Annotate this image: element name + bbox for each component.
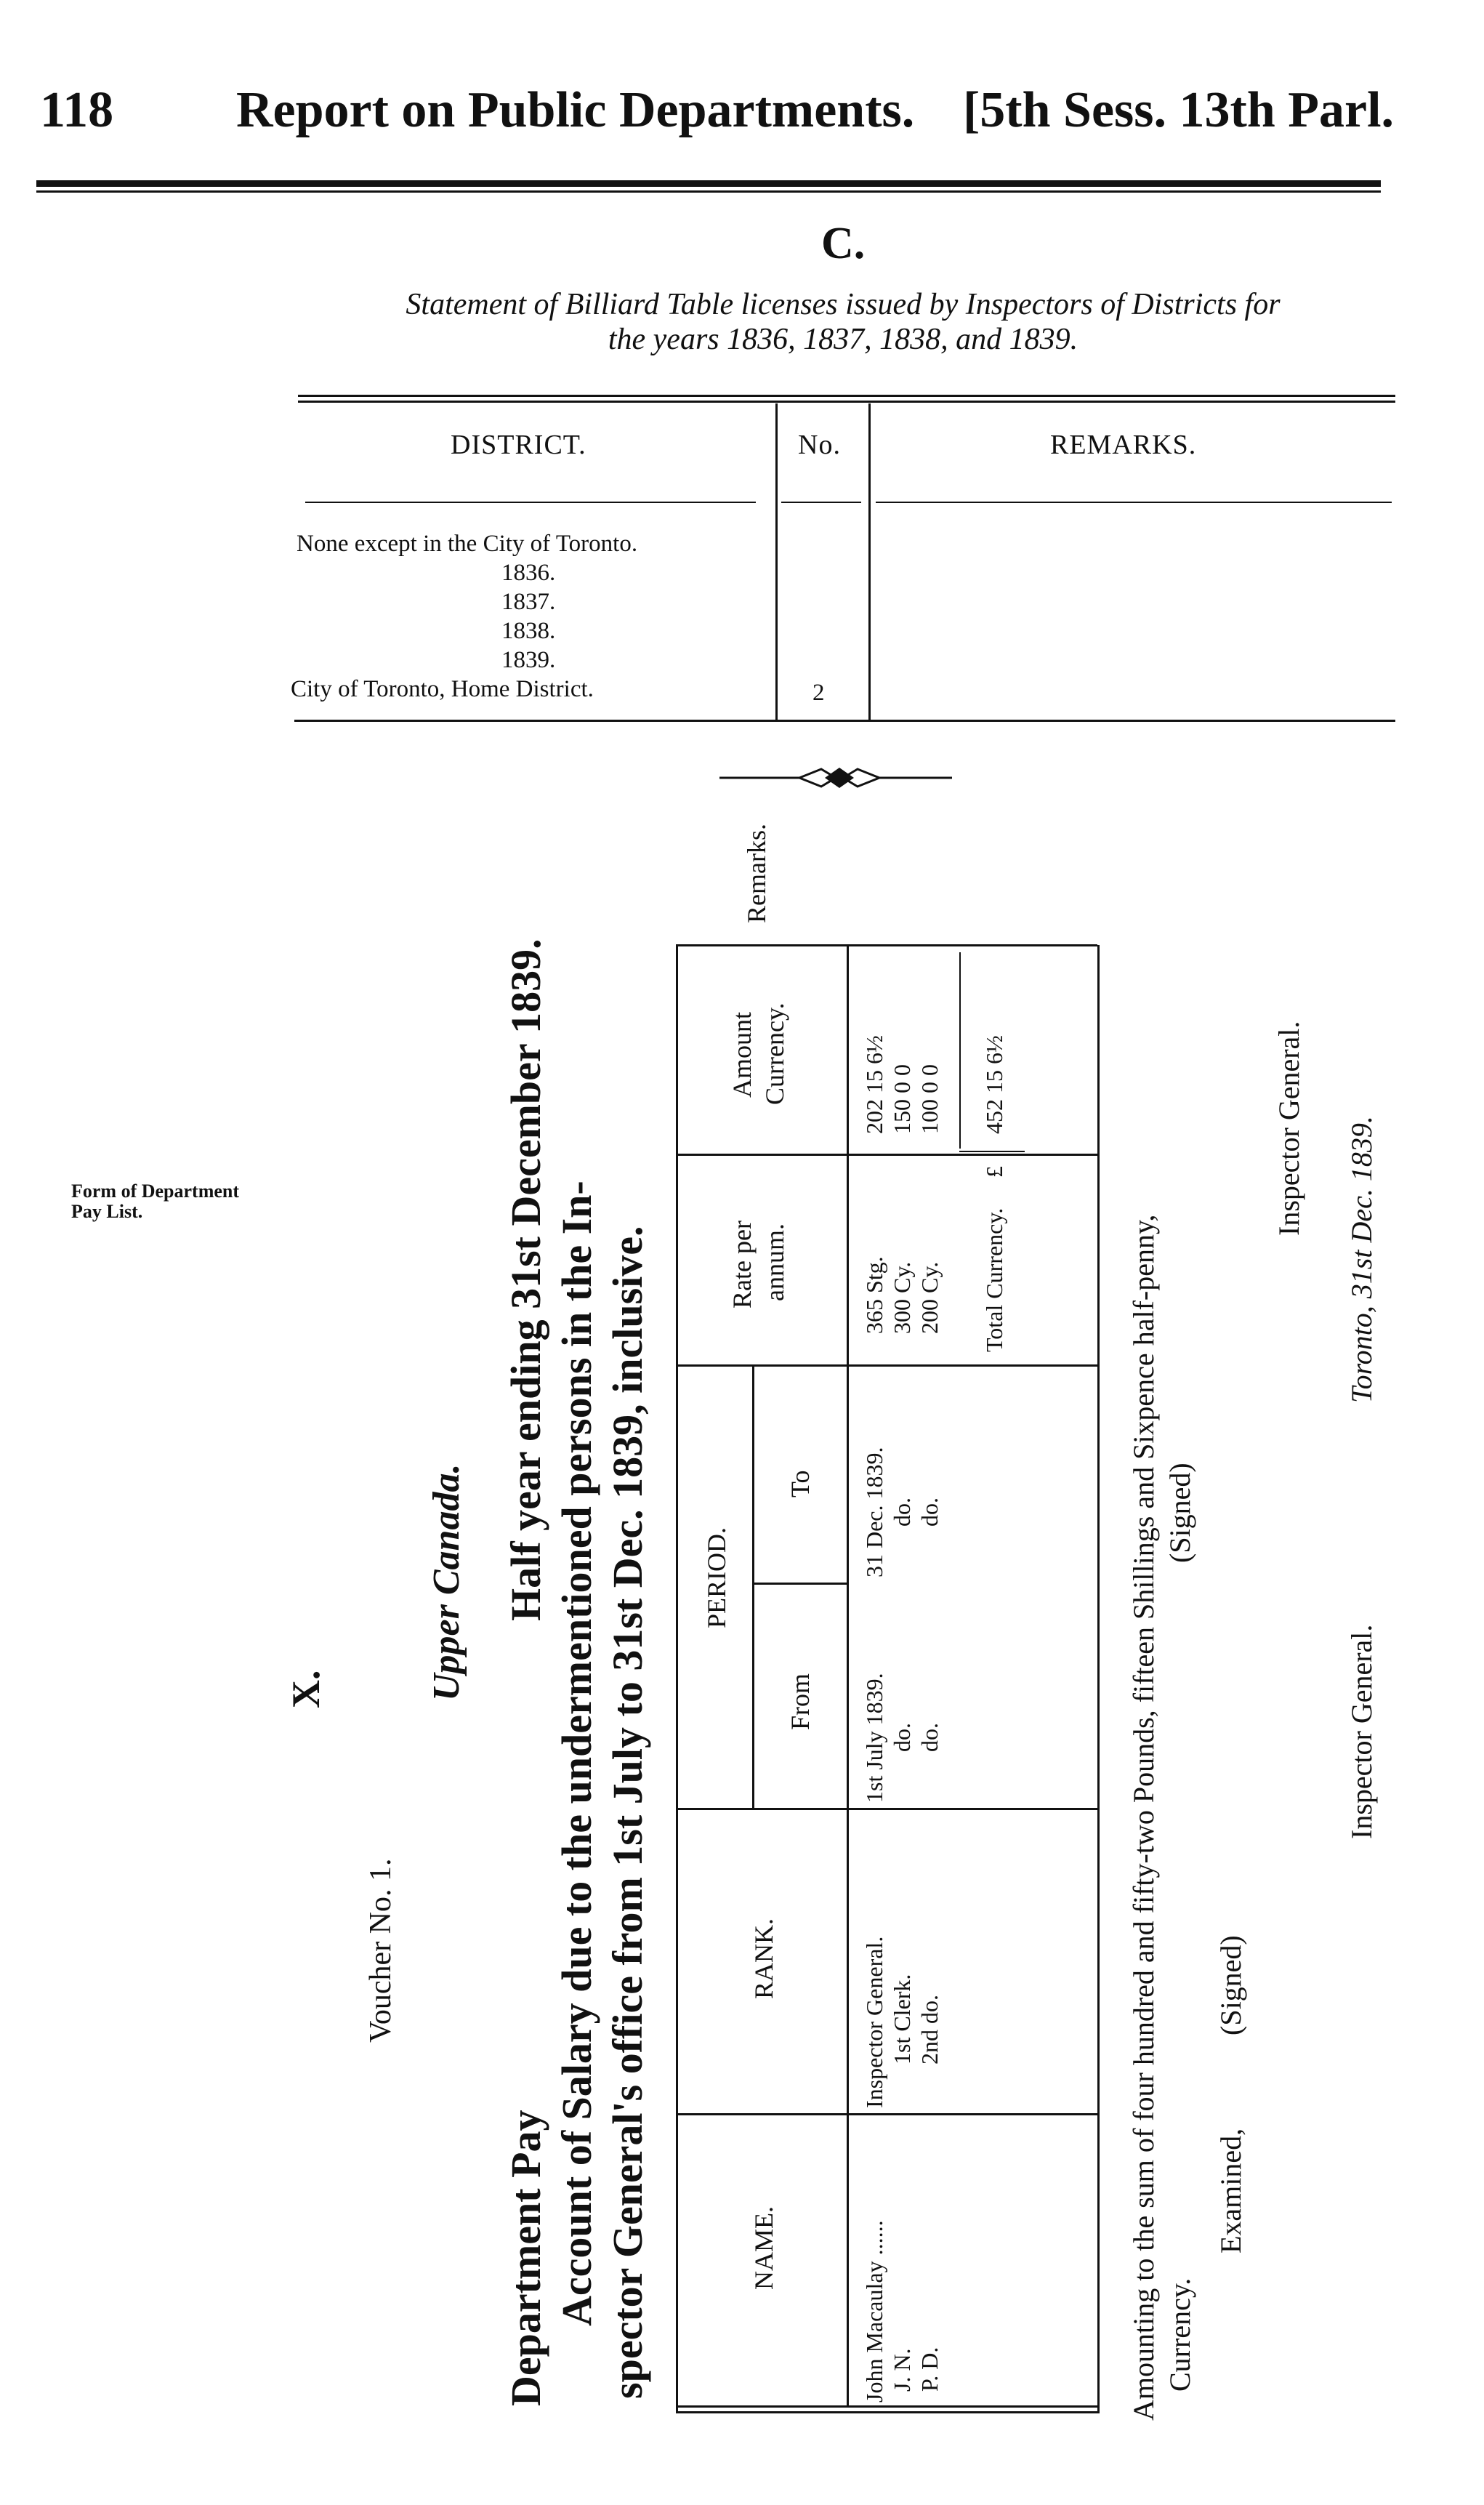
table-row-rate-0: 365 Stg. <box>861 1256 887 1334</box>
voucher-total-rule <box>959 952 961 1149</box>
voucher-signed-right: (Signed) <box>1164 1463 1196 1563</box>
table-c-year-1838: 1838. <box>501 618 556 644</box>
voucher-signed-left: (Signed) <box>1214 1935 1247 2035</box>
voucher-title-left: Department Pay <box>502 2110 549 2406</box>
table-c-col-divider-2 <box>868 403 871 720</box>
table-c-head-rule-1 <box>305 502 756 503</box>
voucher-col-rank: RANK. <box>749 1918 778 1999</box>
table-c-head-rule-3 <box>876 502 1392 503</box>
voucher-col-period: PERIOD. <box>702 1527 731 1628</box>
voucher-period-divider <box>752 1583 847 1585</box>
voucher-amount-line2: Currency. <box>1164 2277 1196 2392</box>
voucher-total-symbol: £ <box>981 1166 1007 1178</box>
voucher-line2: Account of Salary due to the undermentioned persons in the In- <box>553 1181 600 2326</box>
table-c-top-rule-2 <box>298 401 1395 403</box>
table-row-rate-2: 200 Cy. <box>916 1261 943 1334</box>
table-row-to-0: 31 Dec. 1839. <box>861 1447 887 1577</box>
voucher-inspector-general-right: Inspector General. <box>1273 1021 1305 1236</box>
table-row-rank-0: Inspector General. <box>861 1936 887 2108</box>
table-c-col-remarks: REMARKS. <box>1050 430 1197 460</box>
table-c-top-rule <box>298 395 1395 397</box>
voucher-total-label: Total Currency. <box>981 1207 1007 1352</box>
table-row-name-2: P. D. <box>916 2347 943 2392</box>
table-c-year-1837: 1837. <box>501 589 556 615</box>
voucher-col-to: To <box>786 1470 815 1497</box>
voucher-block <box>284 800 1381 2435</box>
table-c-letter: C. <box>821 219 866 268</box>
voucher-line3: spector General's office from 1st July to 31st Dec. 1839, inclusive. <box>604 1226 651 2399</box>
table-c-caption-line2: the years 1836, 1837, 1838, and 1839. <box>608 323 1078 356</box>
voucher-rotated <box>284 800 1381 2435</box>
margin-note <box>71 1181 239 1222</box>
table-row-amount-2: 100 0 0 <box>916 1064 943 1134</box>
table-c-head-rule-2 <box>781 502 861 503</box>
table-row-from-2: do. <box>916 1723 943 1752</box>
table-row-rate-1: 300 Cy. <box>889 1261 915 1334</box>
table-row-name-0: John Macaulay ...... <box>861 2220 887 2403</box>
table-c-col-divider-1 <box>775 403 778 720</box>
header-rule-thick <box>36 180 1381 187</box>
table-row-amount-1: 150 0 0 <box>889 1064 915 1134</box>
voucher-col-amount-2: Currency. <box>760 1002 789 1105</box>
ornament-divider-icon <box>719 763 952 792</box>
table-c-caption-line1: Statement of Billiard Table licenses issued by Inspectors of Districts for <box>406 288 1281 321</box>
table-row-rank-1: 1st Clerk. <box>889 1974 915 2064</box>
page-number: 118 <box>40 82 114 138</box>
voucher-province: Upper Canada. <box>426 1463 467 1701</box>
table-row-amount-0: 202 15 6½ <box>861 1035 887 1134</box>
margin-note-line1: Form of Department <box>71 1181 240 1202</box>
table-c-bottom-rule <box>294 720 1395 722</box>
voucher-col-divider-3 <box>676 1364 1097 1367</box>
header-rule-thin <box>36 190 1381 193</box>
table-c-row-city: City of Toronto, Home District. <box>291 676 594 702</box>
voucher-period-rule <box>752 1367 754 1810</box>
table-row-from-1: do. <box>889 1723 915 1752</box>
table-c-year-1836: 1836. <box>501 560 556 586</box>
voucher-title-right: Half year ending 31st December 1839. <box>502 938 549 1621</box>
voucher-inspector-general-left: Inspector General. <box>1345 1624 1378 1839</box>
voucher-col-divider-2 <box>676 1808 1097 1810</box>
table-c-caption <box>291 287 1395 357</box>
voucher-examined: Examined, <box>1214 2128 1247 2253</box>
voucher-table-right-border <box>676 944 1097 946</box>
voucher-table-top-rule <box>676 945 678 2413</box>
voucher-col-rate-2: annum. <box>760 1223 789 1301</box>
table-c-row-city-no: 2 <box>812 680 825 706</box>
voucher-col-amount-1: Amount <box>727 1011 757 1098</box>
voucher-col-divider-4 <box>676 1154 1097 1156</box>
voucher-col-remarks: Remarks. <box>742 824 771 923</box>
table-c-col-district: DISTRICT. <box>451 430 586 460</box>
table-c-col-no: No. <box>798 430 841 460</box>
voucher-total-amount: 452 15 6½ <box>981 1035 1007 1134</box>
table-row-rank-2: 2nd do. <box>916 1995 943 2064</box>
voucher-table-left-border-2 <box>676 2405 1097 2408</box>
session-label: [5th Sess. 13th Parl. <box>963 82 1395 138</box>
voucher-letter: X. <box>284 1670 328 1708</box>
voucher-table-left-border <box>676 2411 1097 2413</box>
voucher-number: Voucher No. 1. <box>364 1858 398 2043</box>
voucher-total-divider <box>959 1151 1025 1152</box>
table-row-name-1: J. N. <box>889 2348 915 2392</box>
voucher-place-date: Toronto, 31st Dec. 1839. <box>1345 1116 1378 1403</box>
voucher-col-from: From <box>786 1673 815 1730</box>
margin-note-line2: Pay List. <box>71 1201 143 1222</box>
table-row-to-2: do. <box>916 1497 943 1527</box>
voucher-table-header-rule <box>847 946 849 2408</box>
voucher-col-rate-1: Rate per <box>727 1221 757 1308</box>
table-c-year-1839: 1839. <box>501 647 556 673</box>
voucher-table-bottom-rule <box>1097 945 1100 2413</box>
table-c-row-none: None except in the City of Toronto. <box>297 531 638 557</box>
voucher-amount-line1: Amounting to the sum of four hundred and fifty-two Pounds, fifteen Shillings and Sixpence half-penny, <box>1127 1214 1160 2421</box>
voucher-col-name: NAME. <box>749 2206 778 2290</box>
table-row-to-1: do. <box>889 1497 915 1527</box>
voucher-col-divider-1 <box>676 2113 1097 2115</box>
table-row-from-0: 1st July 1839. <box>861 1673 887 1803</box>
running-title: Report on Public Departments. <box>236 82 915 138</box>
